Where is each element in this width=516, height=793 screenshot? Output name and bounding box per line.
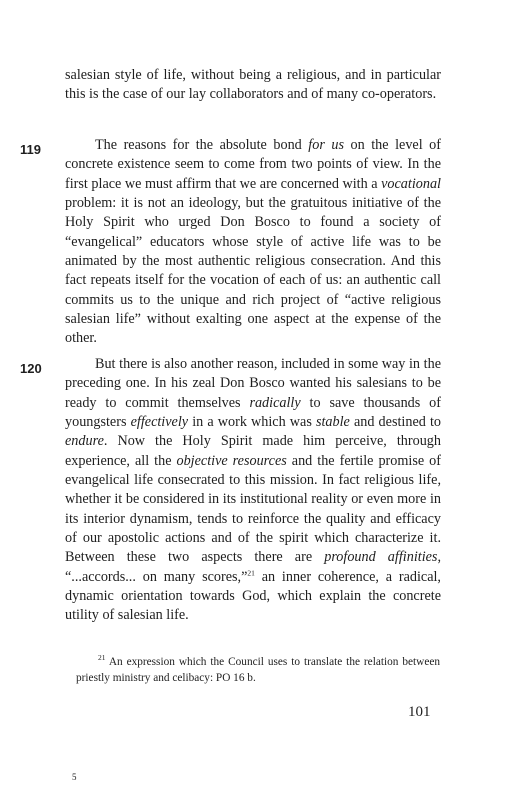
footnote-reference: 21	[247, 568, 255, 578]
paragraph-119: The reasons for the absolute bond for us on the level of concrete existence seem to come from two points of view. In the first place we must affirm that we are concerned with a vocational problem: it is not an ideology, but the gratuitous initiative of the Holy Spirit who urged Don Bosco to found a society of “evangelical” educators whose style of active life was to be animated by the most authentic religious consecration. And this fact repeats itself for the vocation of each of us: an authentic call commits us to the unique and rich project of “active religious salesian life” without exalting one aspect at the expense of the other.	[65, 137, 441, 347]
page-number: 101	[408, 704, 431, 720]
paragraph-number-120: 120	[20, 361, 42, 376]
footnote: $^{21}$ An expression which the Council uses to translate the relation between priestly ministry and celibacy: PO 16 b.	[76, 653, 440, 684]
signature-mark: 5	[72, 772, 77, 782]
footnote-marker: 21	[98, 653, 106, 663]
paragraph-number-119: 119	[20, 142, 41, 157]
paragraph-continued: salesian style of life, without being a religious, and in particular this is the case of our lay collaborators and of many co-operators.	[65, 67, 441, 103]
paragraph-120: But there is also another reason, included in some way in the preceding one. In his zeal Don Bosco wanted his salesians to be ready to commit themselves radically to save thousands of youngsters effectively in a work which was stable and destined to endure. Now the Holy Spirit made him perceive, through experience, all the objective resources and the fertile promise of evangelical life consecrated to this mission. In fact religious life, whether it be considered in its institutional reality or even more in its interior dynamism, tends to reinforce the quality and efficacy of our apostolic actions and of the spirit which characterize it. Between these two aspects there are profound affinities, “...accords... on many scores,”$^{21}$ an inner coherence, a radical, dynamic orientation towards God, which explain the concrete utility of salesian life.	[65, 356, 442, 624]
